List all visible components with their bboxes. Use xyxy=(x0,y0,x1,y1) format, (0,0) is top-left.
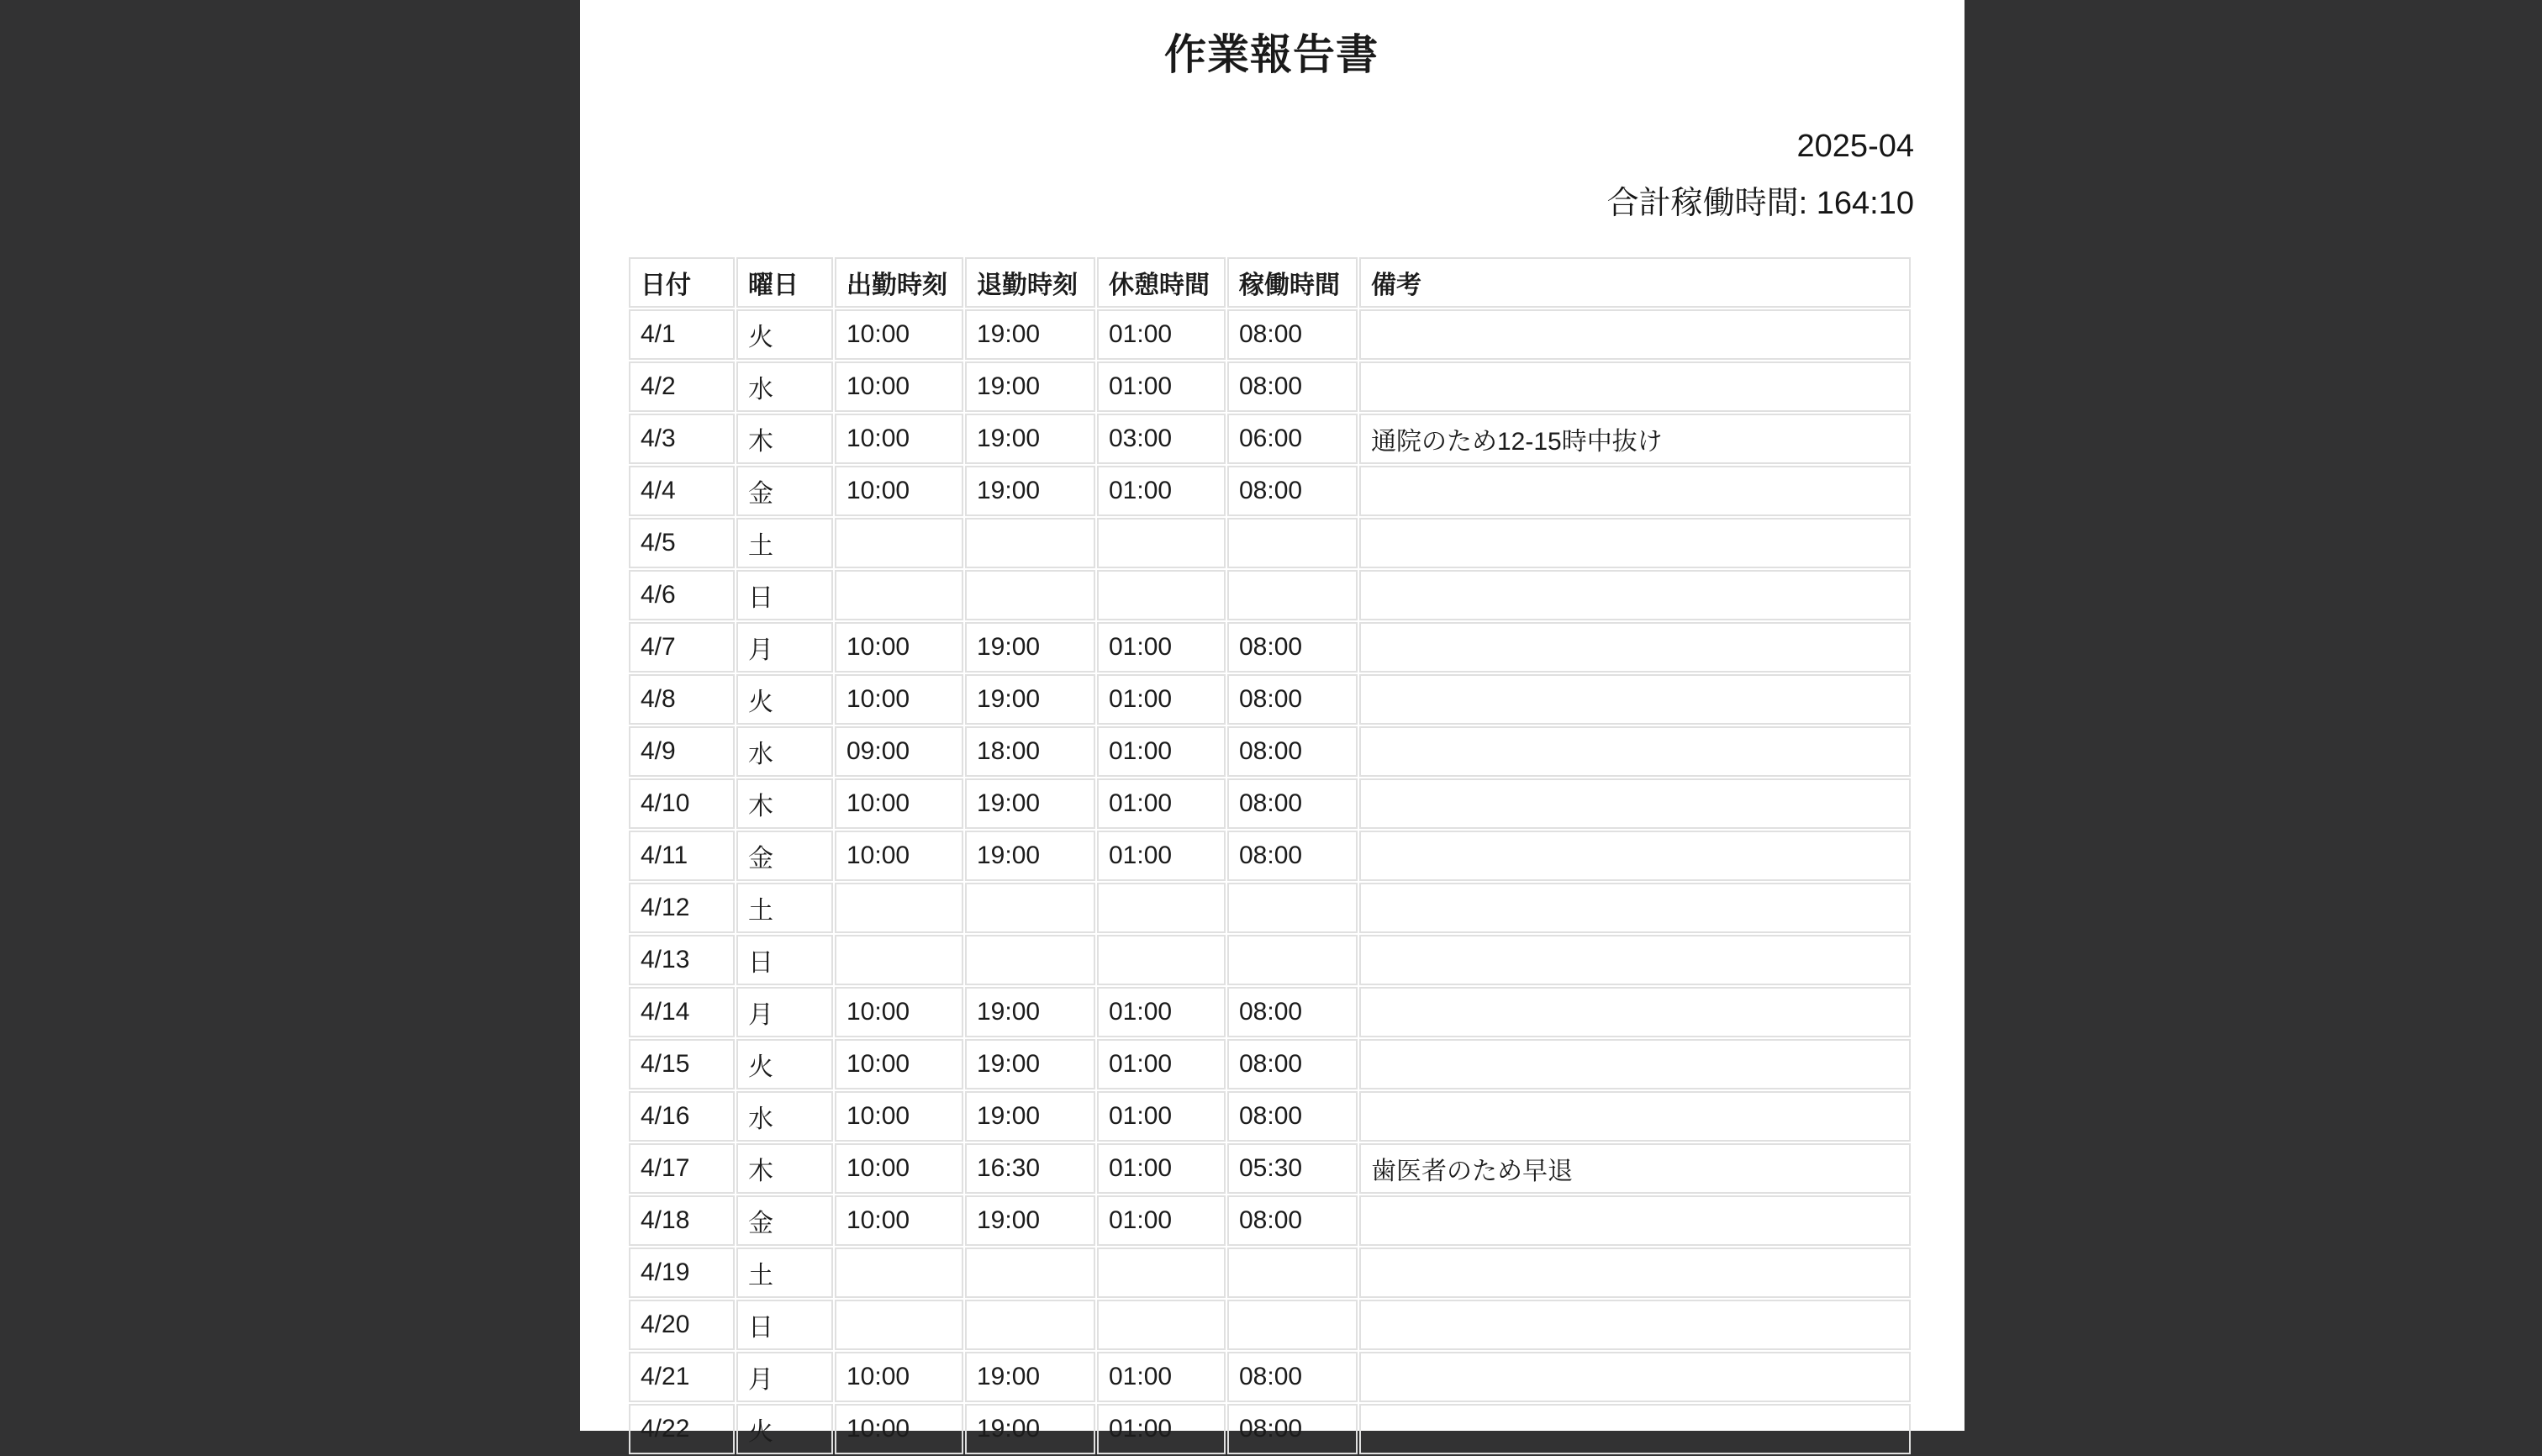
cell-clock-in: 10:00 xyxy=(835,778,963,829)
cell-clock-in: 10:00 xyxy=(835,1195,963,1246)
cell-note xyxy=(1359,883,1911,933)
table-row xyxy=(629,726,1911,777)
cell-day: 日 xyxy=(736,1300,833,1350)
cell-break-time: 01:00 xyxy=(1097,1195,1226,1246)
cell-work-time: 08:00 xyxy=(1227,1404,1358,1454)
cell-clock-out: 19:00 xyxy=(965,466,1095,516)
cell-note xyxy=(1359,1195,1911,1246)
cell-note xyxy=(1359,726,1911,777)
cell-note xyxy=(1359,309,1911,360)
cell-clock-out: 19:00 xyxy=(965,778,1095,829)
cell-clock-out: 19:00 xyxy=(965,309,1095,360)
cell-break-time: 01:00 xyxy=(1097,726,1226,777)
cell-clock-in: 10:00 xyxy=(835,622,963,673)
cell-note xyxy=(1359,778,1911,829)
cell-date: 4/12 xyxy=(629,883,735,933)
header-date: 日付 xyxy=(629,257,735,308)
table-row xyxy=(629,831,1911,881)
cell-clock-out: 19:00 xyxy=(965,831,1095,881)
table-header-row xyxy=(629,257,1911,308)
cell-clock-in: 10:00 xyxy=(835,414,963,464)
cell-date: 4/8 xyxy=(629,674,735,725)
cell-clock-in xyxy=(835,570,963,620)
cell-note xyxy=(1359,1039,1911,1089)
cell-clock-out: 19:00 xyxy=(965,987,1095,1037)
cell-clock-in xyxy=(835,883,963,933)
cell-note xyxy=(1359,622,1911,673)
cell-clock-in: 10:00 xyxy=(835,1091,963,1142)
table-row xyxy=(629,466,1911,516)
table-row xyxy=(629,361,1911,412)
table-row xyxy=(629,778,1911,829)
cell-day: 月 xyxy=(736,622,833,673)
cell-date: 4/10 xyxy=(629,778,735,829)
cell-work-time: 08:00 xyxy=(1227,726,1358,777)
table-row xyxy=(629,518,1911,568)
cell-clock-out: 16:30 xyxy=(965,1143,1095,1194)
cell-work-time: 08:00 xyxy=(1227,1352,1358,1402)
cell-work-time: 08:00 xyxy=(1227,987,1358,1037)
cell-clock-out: 19:00 xyxy=(965,1039,1095,1089)
cell-date: 4/4 xyxy=(629,466,735,516)
table-row xyxy=(629,414,1911,464)
cell-clock-in: 10:00 xyxy=(835,987,963,1037)
cell-break-time: 01:00 xyxy=(1097,1404,1226,1454)
cell-day: 木 xyxy=(736,1143,833,1194)
cell-day: 火 xyxy=(736,1039,833,1089)
cell-clock-out xyxy=(965,883,1095,933)
cell-clock-in xyxy=(835,1248,963,1298)
cell-work-time: 06:00 xyxy=(1227,414,1358,464)
table-row xyxy=(629,1248,1911,1298)
cell-work-time xyxy=(1227,1300,1358,1350)
cell-clock-out: 19:00 xyxy=(965,361,1095,412)
cell-work-time xyxy=(1227,570,1358,620)
cell-clock-in: 10:00 xyxy=(835,674,963,725)
cell-clock-out xyxy=(965,935,1095,985)
table-row xyxy=(629,1300,1911,1350)
cell-day: 金 xyxy=(736,831,833,881)
cell-date: 4/16 xyxy=(629,1091,735,1142)
report-month: 2025-04 xyxy=(1796,129,1914,164)
cell-clock-in xyxy=(835,1300,963,1350)
header-note: 備考 xyxy=(1359,257,1911,308)
cell-note xyxy=(1359,1091,1911,1142)
cell-work-time xyxy=(1227,883,1358,933)
cell-note xyxy=(1359,518,1911,568)
table-row xyxy=(629,1039,1911,1089)
cell-break-time: 01:00 xyxy=(1097,1143,1226,1194)
cell-clock-in xyxy=(835,518,963,568)
cell-date: 4/3 xyxy=(629,414,735,464)
cell-note xyxy=(1359,466,1911,516)
cell-day: 木 xyxy=(736,778,833,829)
cell-day: 水 xyxy=(736,726,833,777)
cell-day: 金 xyxy=(736,466,833,516)
total-work-hours: 合計稼働時間: 164:10 xyxy=(1606,186,1914,221)
work-report-table xyxy=(627,256,1912,1456)
cell-clock-in: 09:00 xyxy=(835,726,963,777)
cell-day: 火 xyxy=(736,674,833,725)
cell-date: 4/22 xyxy=(629,1404,735,1454)
cell-note xyxy=(1359,1300,1911,1350)
cell-break-time xyxy=(1097,570,1226,620)
cell-clock-in: 10:00 xyxy=(835,309,963,360)
cell-work-time xyxy=(1227,518,1358,568)
header-clock-in: 出勤時刻 xyxy=(835,257,963,308)
cell-note xyxy=(1359,1248,1911,1298)
cell-work-time: 08:00 xyxy=(1227,361,1358,412)
cell-break-time: 01:00 xyxy=(1097,309,1226,360)
cell-date: 4/5 xyxy=(629,518,735,568)
cell-break-time: 01:00 xyxy=(1097,674,1226,725)
cell-clock-out: 19:00 xyxy=(965,1091,1095,1142)
table-row xyxy=(629,622,1911,673)
header-break-time: 休憩時間 xyxy=(1097,257,1226,308)
cell-date: 4/7 xyxy=(629,622,735,673)
cell-break-time: 01:00 xyxy=(1097,1091,1226,1142)
table-row xyxy=(629,987,1911,1037)
cell-date: 4/1 xyxy=(629,309,735,360)
table-row xyxy=(629,570,1911,620)
cell-note xyxy=(1359,987,1911,1037)
table-row xyxy=(629,1195,1911,1246)
table-row xyxy=(629,674,1911,725)
cell-date: 4/9 xyxy=(629,726,735,777)
cell-date: 4/19 xyxy=(629,1248,735,1298)
cell-date: 4/15 xyxy=(629,1039,735,1089)
cell-date: 4/2 xyxy=(629,361,735,412)
cell-break-time: 01:00 xyxy=(1097,361,1226,412)
cell-work-time xyxy=(1227,1248,1358,1298)
cell-break-time: 01:00 xyxy=(1097,778,1226,829)
cell-break-time xyxy=(1097,1248,1226,1298)
cell-day: 月 xyxy=(736,987,833,1037)
cell-clock-in xyxy=(835,935,963,985)
cell-note xyxy=(1359,674,1911,725)
cell-work-time: 08:00 xyxy=(1227,1195,1358,1246)
header-work-time: 稼働時間 xyxy=(1227,257,1358,308)
cell-break-time xyxy=(1097,935,1226,985)
cell-day: 土 xyxy=(736,1248,833,1298)
cell-day: 水 xyxy=(736,361,833,412)
cell-clock-out: 19:00 xyxy=(965,622,1095,673)
cell-clock-out: 19:00 xyxy=(965,414,1095,464)
cell-clock-in: 10:00 xyxy=(835,1039,963,1089)
cell-note xyxy=(1359,361,1911,412)
table-row xyxy=(629,935,1911,985)
cell-clock-in: 10:00 xyxy=(835,831,963,881)
cell-clock-in: 10:00 xyxy=(835,466,963,516)
cell-work-time: 08:00 xyxy=(1227,831,1358,881)
cell-note xyxy=(1359,1352,1911,1402)
cell-day: 月 xyxy=(736,1352,833,1402)
cell-day: 火 xyxy=(736,309,833,360)
cell-break-time xyxy=(1097,883,1226,933)
report-meta xyxy=(629,128,1914,222)
cell-note: 通院のため12-15時中抜け xyxy=(1359,414,1911,464)
cell-date: 4/17 xyxy=(629,1143,735,1194)
cell-clock-out: 19:00 xyxy=(965,674,1095,725)
cell-work-time xyxy=(1227,935,1358,985)
cell-day: 日 xyxy=(736,570,833,620)
cell-day: 木 xyxy=(736,414,833,464)
cell-break-time: 01:00 xyxy=(1097,1039,1226,1089)
cell-work-time: 08:00 xyxy=(1227,1039,1358,1089)
table-row xyxy=(629,309,1911,360)
cell-note xyxy=(1359,1404,1911,1454)
cell-clock-out xyxy=(965,518,1095,568)
cell-day: 火 xyxy=(736,1404,833,1454)
cell-break-time: 03:00 xyxy=(1097,414,1226,464)
cell-day: 水 xyxy=(736,1091,833,1142)
cell-note: 歯医者のため早退 xyxy=(1359,1143,1911,1194)
table-row xyxy=(629,1143,1911,1194)
cell-clock-in: 10:00 xyxy=(835,1352,963,1402)
cell-work-time: 08:00 xyxy=(1227,622,1358,673)
cell-break-time xyxy=(1097,1300,1226,1350)
cell-day: 土 xyxy=(736,518,833,568)
page-title: 作業報告書 xyxy=(1164,31,1379,78)
cell-clock-out: 18:00 xyxy=(965,726,1095,777)
cell-clock-out: 19:00 xyxy=(965,1195,1095,1246)
cell-date: 4/11 xyxy=(629,831,735,881)
cell-break-time: 01:00 xyxy=(1097,622,1226,673)
cell-break-time: 01:00 xyxy=(1097,987,1226,1037)
cell-work-time: 08:00 xyxy=(1227,466,1358,516)
cell-break-time: 01:00 xyxy=(1097,831,1226,881)
cell-day: 金 xyxy=(736,1195,833,1246)
cell-clock-in: 10:00 xyxy=(835,361,963,412)
cell-day: 日 xyxy=(736,935,833,985)
header-clock-out: 退勤時刻 xyxy=(965,257,1095,308)
cell-clock-out: 19:00 xyxy=(965,1404,1095,1454)
cell-clock-in: 10:00 xyxy=(835,1143,963,1194)
cell-clock-out xyxy=(965,1248,1095,1298)
cell-date: 4/21 xyxy=(629,1352,735,1402)
cell-clock-in: 10:00 xyxy=(835,1404,963,1454)
cell-break-time: 01:00 xyxy=(1097,1352,1226,1402)
table-row xyxy=(629,883,1911,933)
document-page xyxy=(580,0,1965,1446)
cell-break-time: 01:00 xyxy=(1097,466,1226,516)
cell-clock-out xyxy=(965,1300,1095,1350)
cell-clock-out xyxy=(965,570,1095,620)
table-row xyxy=(629,1352,1911,1402)
cell-day: 土 xyxy=(736,883,833,933)
cell-date: 4/13 xyxy=(629,935,735,985)
cell-note xyxy=(1359,570,1911,620)
cell-date: 4/18 xyxy=(629,1195,735,1246)
cell-note xyxy=(1359,935,1911,985)
table-row xyxy=(629,1404,1911,1454)
header-day: 曜日 xyxy=(736,257,833,308)
cell-work-time: 08:00 xyxy=(1227,778,1358,829)
cell-date: 4/14 xyxy=(629,987,735,1037)
cell-break-time xyxy=(1097,518,1226,568)
cell-work-time: 05:30 xyxy=(1227,1143,1358,1194)
cell-clock-out: 19:00 xyxy=(965,1352,1095,1402)
cell-date: 4/6 xyxy=(629,570,735,620)
cell-work-time: 08:00 xyxy=(1227,309,1358,360)
cell-note xyxy=(1359,831,1911,881)
table-row xyxy=(629,1091,1911,1142)
cell-work-time: 08:00 xyxy=(1227,1091,1358,1142)
cell-work-time: 08:00 xyxy=(1227,674,1358,725)
cell-date: 4/20 xyxy=(629,1300,735,1350)
